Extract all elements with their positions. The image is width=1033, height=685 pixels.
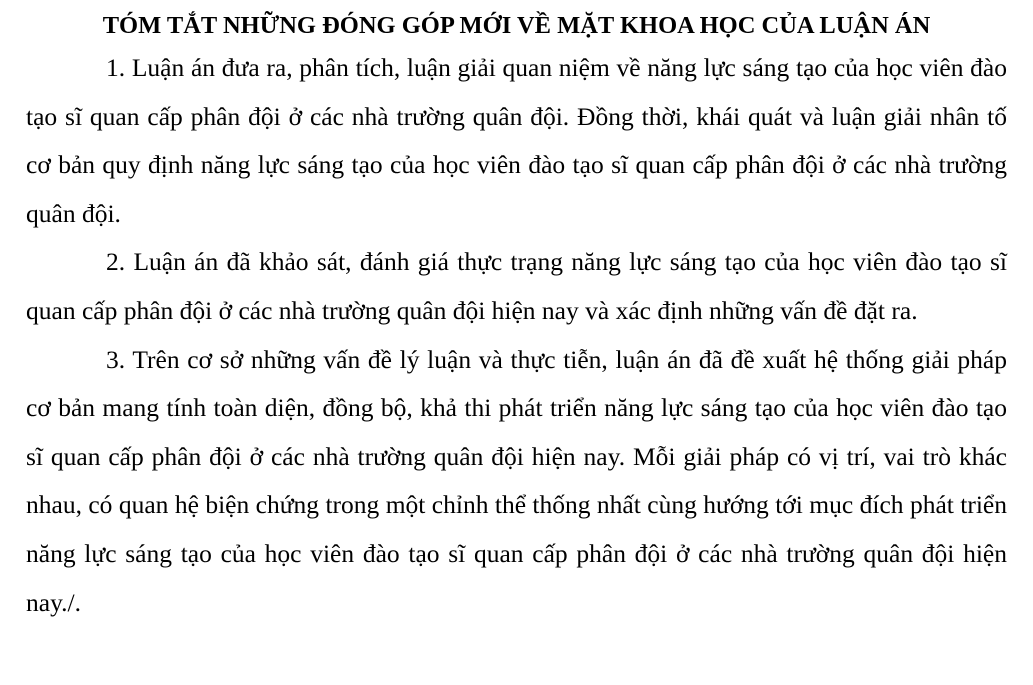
paragraph-contribution-3: 3. Trên cơ sở những vấn đề lý luận và thực tiễn, luận án đã đề xuất hệ thống giải pháp cơ bản mang tính toàn diện, đồng bộ, khả thi phát triển năng lực sáng tạo của học viên đào tạo sĩ quan cấp phân đội ở các nhà trường quân đội hiện nay. Mỗi giải pháp có vị trí, vai trò khác nhau, có quan hệ biện chứng trong một chỉnh thể thống nhất cùng hướng tới mục đích phát triển năng lực sáng tạo của học viên đào tạo sĩ quan cấp phân đội ở các nhà trường quân đội hiện nay./.: [26, 344, 1007, 617]
paragraph-contribution-1: 1. Luận án đưa ra, phân tích, luận giải quan niệm về năng lực sáng tạo của học viên đào tạo sĩ quan cấp phân đội ở các nhà trường quân đội. Đồng thời, khái quát và luận giải nhân tố cơ bản quy định năng lực sáng tạo của học viên đào tạo sĩ quan cấp phân đội ở các nhà trường quân đội.: [26, 53, 1007, 228]
document-title: TÓM TẮT NHỮNG ĐÓNG GÓP MỚI VỀ MẶT KHOA HỌC CỦA LUẬN ÁN: [102, 12, 931, 39]
paragraph-contribution-2: 2. Luận án đã khảo sát, đánh giá thực trạng năng lực sáng tạo của học viên đào tạo sĩ quan cấp phân đội ở các nhà trường quân đội hiện nay và xác định những vấn đề đặt ra.: [26, 247, 1007, 325]
